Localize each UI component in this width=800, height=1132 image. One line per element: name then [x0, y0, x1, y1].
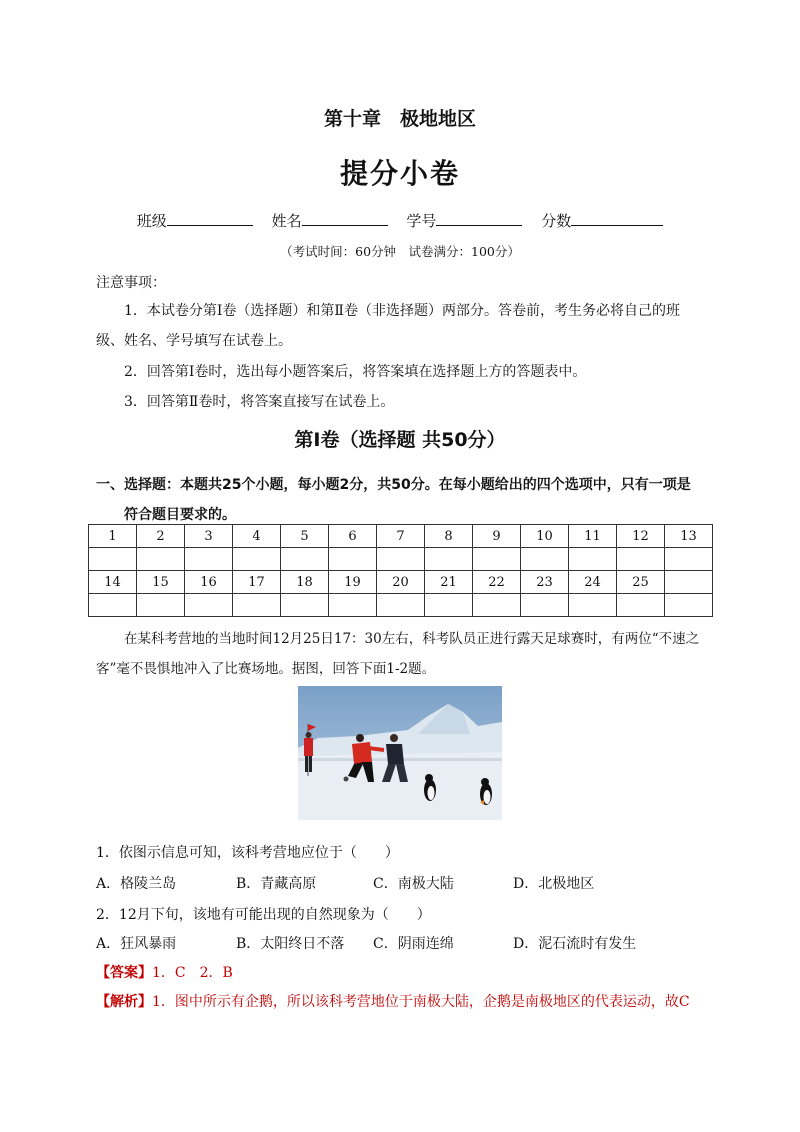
answer-cell[interactable] — [137, 548, 185, 571]
answer-table — [88, 524, 713, 617]
answer-table-header-row-1 — [89, 525, 713, 548]
answer-cell[interactable] — [425, 548, 473, 571]
section-intro-text: 一、选择题：本题共25个小题，每小题2分，共50分。在每小题给出的四个选项中，只有一项是 — [96, 477, 691, 493]
q2-option-c[interactable]: C．阴雨连绵 — [373, 936, 454, 952]
table-cell: 15 — [137, 571, 185, 594]
note-item-1: 1．本试卷分第Ⅰ卷（选择题）和第Ⅱ卷（非选择题）两部分。答卷前，考生务必将自己的班级、姓名、学号填写在试卷上。 — [96, 303, 680, 349]
table-cell: 25 — [617, 571, 665, 594]
question-1-stem: 1．依图示信息可知，该科考营地应位于（ ） — [96, 845, 399, 861]
student-info-line — [0, 210, 800, 231]
answer-cell[interactable] — [569, 548, 617, 571]
q1-option-b[interactable]: B．青藏高原 — [236, 876, 317, 892]
answer-cell[interactable] — [281, 594, 329, 617]
answer-cell[interactable] — [329, 594, 377, 617]
answer-cell[interactable] — [473, 594, 521, 617]
answer-line — [96, 962, 233, 982]
table-cell: 7 — [377, 525, 425, 548]
answer-cell[interactable] — [617, 548, 665, 571]
id-field[interactable] — [436, 210, 522, 226]
id-label: 学号 — [406, 212, 437, 230]
table-cell: 16 — [185, 571, 233, 594]
answer-cell[interactable] — [233, 548, 281, 571]
answer-label: 【答案】 — [96, 965, 152, 981]
answer-cell[interactable] — [329, 548, 377, 571]
analysis-label: 【解析】 — [96, 994, 152, 1010]
note-item-3: 3．回答第Ⅱ卷时，将答案直接写在试卷上。 — [124, 394, 395, 410]
answer-cell[interactable] — [521, 548, 569, 571]
table-cell: 9 — [473, 525, 521, 548]
class-label: 班级 — [136, 212, 167, 230]
table-cell: 3 — [185, 525, 233, 548]
table-cell: 20 — [377, 571, 425, 594]
table-cell: 12 — [617, 525, 665, 548]
answer-cell[interactable] — [89, 548, 137, 571]
q2-option-b[interactable]: B．太阳终日不落 — [236, 936, 345, 952]
table-cell: 24 — [569, 571, 617, 594]
q1-option-a[interactable]: A．格陵兰岛 — [96, 876, 177, 892]
answer-table-blank-row-2 — [89, 594, 713, 617]
answer-cell[interactable] — [377, 548, 425, 571]
scenario-text: 在某科考营地的当地时间12月25日17：30左右，科考队员正进行露天足球赛时，有两位“不速之客”毫不畏惧地冲入了比赛场地。据图，回答下面1-2题。 — [96, 631, 700, 677]
table-cell: 5 — [281, 525, 329, 548]
answer-table-header-row-2 — [89, 571, 713, 594]
name-field[interactable] — [302, 210, 388, 226]
answer-cell[interactable] — [377, 594, 425, 617]
score-label: 分数 — [541, 212, 572, 230]
q2-option-a[interactable]: A．狂风暴雨 — [96, 936, 177, 952]
table-cell: 18 — [281, 571, 329, 594]
question-2-stem: 2．12月下旬，该地有可能出现的自然现象为（ ） — [96, 907, 431, 923]
section-intro — [96, 470, 708, 530]
table-cell: 19 — [329, 571, 377, 594]
q2-option-d[interactable]: D．泥石流时有发生 — [513, 936, 637, 952]
notes-title: 注意事项： — [96, 275, 166, 291]
name-label: 姓名 — [271, 212, 302, 230]
table-cell — [665, 571, 713, 594]
answer-cell[interactable] — [617, 594, 665, 617]
answer-cell[interactable] — [137, 594, 185, 617]
note-item-2: 2．回答第Ⅰ卷时，选出每小题答案后，将答案填在选择题上方的答题表中。 — [124, 364, 587, 380]
table-cell: 14 — [89, 571, 137, 594]
answer-cell[interactable] — [185, 594, 233, 617]
q1-option-d[interactable]: D．北极地区 — [513, 876, 595, 892]
table-cell: 23 — [521, 571, 569, 594]
table-cell: 22 — [473, 571, 521, 594]
table-cell: 2 — [137, 525, 185, 548]
analysis-text: 1．图中所示有企鹅，所以该科考营地位于南极大陆，企鹅是南极地区的代表运动，故C — [152, 994, 690, 1010]
answer-cell[interactable] — [233, 594, 281, 617]
table-cell: 21 — [425, 571, 473, 594]
score-field[interactable] — [571, 210, 663, 226]
answer-cell[interactable] — [473, 548, 521, 571]
table-cell: 6 — [329, 525, 377, 548]
table-cell: 8 — [425, 525, 473, 548]
answer-cell[interactable] — [89, 594, 137, 617]
answer-cell[interactable] — [281, 548, 329, 571]
answer-cell[interactable] — [665, 594, 713, 617]
paper-subtitle: 提分小卷 — [339, 157, 460, 190]
analysis-line — [96, 991, 716, 1011]
answer-cell[interactable] — [569, 594, 617, 617]
answer-cell[interactable] — [185, 548, 233, 571]
answer-text: 1．C 2．B — [152, 965, 233, 981]
table-cell: 10 — [521, 525, 569, 548]
answer-cell[interactable] — [521, 594, 569, 617]
table-cell: 17 — [233, 571, 281, 594]
chapter-title: 第十章 极地地区 — [323, 108, 476, 130]
answer-cell[interactable] — [665, 548, 713, 571]
answer-table-blank-row-1 — [89, 548, 713, 571]
table-cell: 4 — [233, 525, 281, 548]
answer-cell[interactable] — [425, 594, 473, 617]
section-intro-cont: 符合题目要求的。 — [124, 507, 236, 523]
q1-option-c[interactable]: C．南极大陆 — [373, 876, 454, 892]
antarctic-football-photo — [298, 686, 502, 820]
table-cell: 1 — [89, 525, 137, 548]
class-field[interactable] — [167, 210, 253, 226]
table-cell: 13 — [665, 525, 713, 548]
section-title: 第Ⅰ卷（选择题 共50分） — [294, 429, 506, 451]
exam-time-info: （考试时间：60分钟 试卷满分：100分） — [280, 244, 520, 259]
table-cell: 11 — [569, 525, 617, 548]
